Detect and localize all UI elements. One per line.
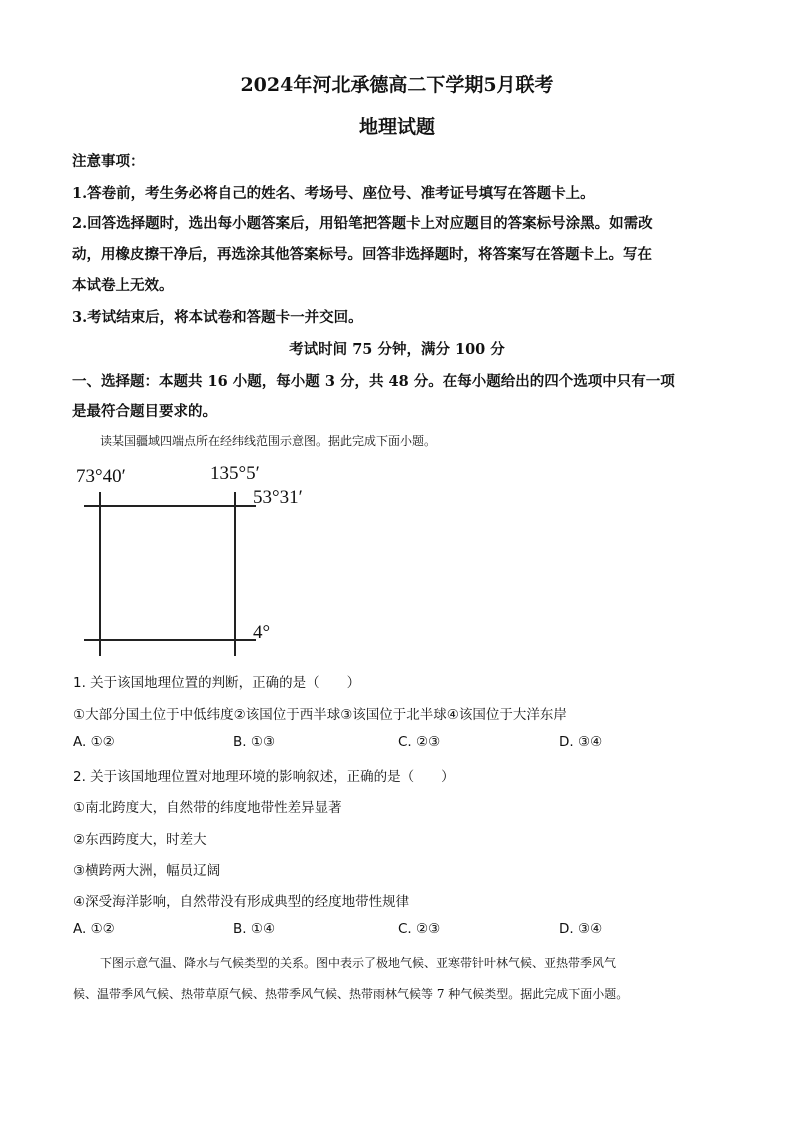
- page-title: 2024年河北承德高二下学期5月联考: [240, 74, 554, 96]
- climate-intro-line-2: 候、温带季风气候、热带草原气候、热带季风气候、热带雨林气候等 7 种气候类型。据此完成下面小题。: [73, 987, 629, 1001]
- option-d[interactable]: D. ③④: [559, 734, 603, 750]
- option-c[interactable]: C. ②③: [398, 734, 441, 750]
- question-2-stem: 2. 关于该国地理位置对地理环境的影响叙述，正确的是（ ）: [73, 769, 455, 785]
- question-2-statement-4: ④深受海洋影响，自然带没有形成典型的经度地带性规律: [73, 894, 410, 910]
- question-2-statement-2: ②东西跨度大，时差大: [73, 832, 207, 848]
- question-2-statement-3: ③横跨两大洲，幅员辽阔: [73, 863, 221, 879]
- notice-item-3: 3.考试结束后，将本试卷和答题卡一并交回。: [72, 309, 363, 326]
- extent-grid: [80, 490, 280, 660]
- option-b[interactable]: B. ①③: [233, 734, 276, 750]
- notice-item-2-line-3: 本试卷上无效。: [72, 277, 174, 294]
- option-d[interactable]: D. ③④: [559, 921, 603, 937]
- north-latitude-label: 53°31′: [253, 487, 303, 508]
- notice-item-1: 1.答卷前，考生务必将自己的姓名、考场号、座位号、准考证号填写在答题卡上。: [72, 185, 595, 202]
- option-b[interactable]: B. ①④: [233, 921, 276, 937]
- climate-intro-line-1: 下图示意气温、降水与气候类型的关系。图中表示了极地气候、亚寒带针叶林气候、亚热带季风气: [100, 956, 617, 970]
- question-2-statement-1: ①南北跨度大，自然带的纬度地带性差异显著: [73, 800, 342, 816]
- figure-intro: 读某国疆域四端点所在经纬线范围示意图。据此完成下面小题。: [100, 434, 437, 448]
- notice-item-2-line-2: 动，用橡皮擦干净后，再选涂其他答案标号。回答非选择题时，将答案写在答题卡上。写在: [72, 246, 652, 263]
- section-heading-line-2: 是最符合题目要求的。: [72, 403, 217, 420]
- option-a[interactable]: A. ①②: [73, 734, 115, 750]
- east-longitude-label: 135°5′: [210, 463, 260, 484]
- south-latitude-label: 4°: [253, 622, 271, 643]
- question-1-stem: 1. 关于该国地理位置的判断，正确的是（ ）: [73, 675, 361, 691]
- notice-heading: 注意事项：: [72, 153, 145, 170]
- exam-time: 考试时间 75 分钟，满分 100 分: [289, 341, 505, 358]
- option-a[interactable]: A. ①②: [73, 921, 115, 937]
- question-1-statements: ①大部分国土位于中低纬度②该国位于西半球③该国位于北半球④该国位于大洋东岸: [73, 707, 567, 723]
- option-c[interactable]: C. ②③: [398, 921, 441, 937]
- section-heading-line-1: 一、选择题：本题共 16 小题，每小题 3 分，共 48 分。在每小题给出的四个选项中只有一项: [72, 373, 675, 390]
- west-longitude-label: 73°40′: [76, 466, 126, 487]
- notice-item-2-line-1: 2.回答选择题时，选出每小题答案后，用铅笔把答题卡上对应题目的答案标号涂黑。如需改: [72, 215, 653, 232]
- page-subtitle: 地理试题: [358, 116, 435, 138]
